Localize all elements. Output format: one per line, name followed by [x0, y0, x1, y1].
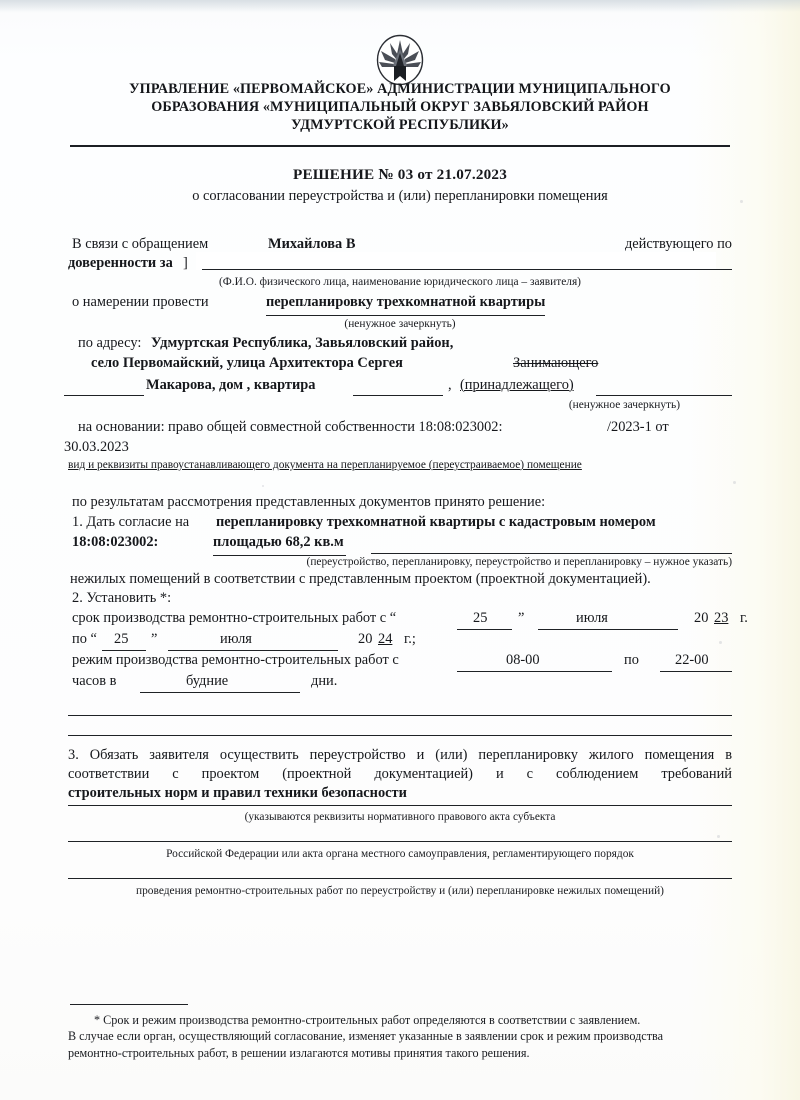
schedule-start-year: 23: [714, 610, 729, 626]
resolution-item-1-bold: перепланировку трехкомнатной квартиры с кадастровым номером: [216, 514, 656, 530]
resolution-item-1-prefix: 1. Дать согласие на: [72, 514, 190, 530]
schedule-mode-label: режим производства ремонтно-строительных работ с: [72, 652, 399, 668]
schedule-period-label: срок производства ремонтно-строительных работ с “: [72, 610, 397, 626]
schedule-to-label: по “: [72, 631, 97, 647]
obligation-line-3: строительных норм и правил техники безопасности: [68, 784, 732, 806]
applicant-fill-rule: [202, 255, 732, 270]
end-month-rule: [168, 635, 338, 651]
document-body: [64, 235, 748, 898]
address-line-2: село Первомайский, улица Архитектора Сергея: [91, 355, 403, 371]
organization-title-line-1: УПРАВЛЕНИЕ «ПЕРВОМАЙСКОЕ» АДМИНИСТРАЦИИ МУНИЦИПАЛЬНОГО: [129, 81, 671, 97]
resolution-item-1-caption: (переустройство, перепланировку, переустройство и перепланировку – нужное указать): [306, 556, 732, 568]
basis-doc-suffix: /2023-1 от: [607, 419, 669, 435]
obligation-caption-2: Российской Федерации или акта органа местного самоуправления, регламентирующего порядок: [166, 848, 634, 860]
basis-date: 30.03.2023: [64, 439, 129, 455]
address-row-2: [68, 354, 732, 376]
basis-text: право общей совместной собственности 18:08:023002:: [168, 419, 503, 435]
basis-row-1: [68, 418, 732, 438]
organization-title-line-2: ОБРАЗОВАНИЯ «МУНИЦИПАЛЬНЫЙ ОКРУГ ЗАВЬЯЛОВСКИЙ РАЙОН: [151, 99, 649, 115]
obligation-rule-3: [68, 878, 732, 879]
cadastral-number: 18:08:023002:: [72, 534, 159, 550]
resolution-preamble: по результатам рассмотрения представленных документов принято решение:: [72, 494, 546, 510]
footnote-line-2: В случае если орган, осуществляющий согласование, изменяет указанные в заявлении срок и режим производства: [68, 1029, 664, 1044]
decision-title: РЕШЕНИЕ № 03 от 21.07.2023: [292, 166, 507, 183]
address-apartment-rule: [353, 380, 443, 396]
occupying-struck-label: Занимающего: [513, 355, 599, 371]
intent-label: о намерении провести: [72, 294, 209, 310]
intent-caption: (ненужное зачеркнуть): [344, 318, 456, 330]
schedule-year-prefix-2: 20: [358, 631, 373, 647]
organization-title-line-3: УДМУРТСКОЙ РЕСПУБЛИКИ»: [291, 117, 509, 133]
footnote-divider: [70, 1004, 188, 1005]
schedule-time-from: 08-00: [506, 652, 540, 668]
applicant-name: Михайлова В: [268, 236, 356, 252]
address-line-1: Удмуртская Республика, Завьяловский район,: [151, 335, 454, 351]
basis-row-2: [64, 438, 732, 458]
resolution-item-2: 2. Установить *:: [72, 590, 172, 606]
basis-caption: вид и реквизиты правоустанавливающего документа на перепланируемое (переустраиваемое) помещение: [68, 459, 582, 471]
intent-row: [68, 293, 732, 314]
schedule-start-day: 25: [473, 610, 488, 626]
basis-label: на основании:: [78, 419, 165, 435]
footnote-line-3: ремонтно-строительных работ, в решении излагаются мотивы принятия такого решения.: [68, 1045, 530, 1060]
obligation-line-1: 3. Обязать заявителя осуществить переустройство и (или) перепланировку жилого помещения в: [68, 747, 732, 763]
redaction-bracket: ]: [183, 255, 188, 271]
footnote-line-1: [68, 1012, 732, 1028]
address-right-rule: [596, 380, 732, 396]
obligation-caption-1: (указываются реквизиты нормативного правового акта субъекта: [244, 811, 556, 823]
start-month-rule: [538, 614, 678, 630]
address-label: по адресу:: [78, 335, 142, 351]
footnote-block: [68, 1004, 732, 1061]
schedule-days: будние: [186, 673, 229, 689]
blank-rule-2: [68, 735, 732, 736]
area-value: площадью 68,2 кв.м: [213, 533, 346, 556]
schedule-time-to: 22-00: [675, 652, 709, 668]
schedule-hours-label: часов в: [72, 673, 117, 689]
power-of-attorney-label: доверенности за: [68, 255, 173, 271]
address-line-3: Макарова, дом , квартира: [146, 377, 316, 393]
power-of-attorney-row: [68, 254, 732, 274]
schedule-quote-close: ”: [518, 610, 525, 626]
schedule-end-day: 25: [114, 631, 129, 647]
address-left-rule: [64, 380, 144, 396]
schedule-quote-close-2: ”: [151, 631, 158, 647]
schedule-start-month: июля: [576, 610, 608, 626]
address-caption: (ненужное зачеркнуть): [568, 399, 680, 411]
schedule-start-row: [68, 609, 748, 630]
resolution-item-1-tail: нежилых помещений в соответствии с представленным проектом (проектной документацией).: [70, 571, 651, 587]
intent-value: перепланировку трехкомнатной квартиры: [266, 293, 545, 316]
organization-title: [68, 80, 732, 134]
header-divider: [70, 145, 730, 147]
applicant-acting-label: действующего по: [624, 236, 732, 252]
schedule-year-prefix-1: 20: [694, 610, 709, 626]
schedule-days-row: [68, 672, 732, 693]
applicant-intro-label: В связи с обращением: [72, 236, 209, 252]
schedule-end-month: июля: [220, 631, 252, 647]
resolution-item-1-row: [68, 513, 732, 533]
applicant-caption: (Ф.И.О. физического лица, наименование юридического лица – заявителя): [219, 276, 581, 288]
schedule-year-suffix-2: г.;: [404, 631, 416, 647]
address-comma: ,: [448, 377, 452, 393]
schedule-end-year: 24: [378, 631, 393, 647]
emblem-container: [68, 0, 732, 78]
obligation-rule-2: [68, 841, 732, 842]
cadastral-row: [68, 533, 732, 554]
address-row-3: [68, 376, 732, 398]
blank-rule-1: [68, 715, 732, 716]
schedule-time-to-label: по: [624, 652, 639, 668]
belonging-label: (принадлежащего): [460, 377, 574, 393]
area-trailing-rule: [371, 538, 732, 554]
obligation-caption-3: проведения ремонтно-строительных работ по переустройству и (или) перепланировке нежилых помещений): [136, 885, 664, 897]
schedule-year-suffix-1: г.: [740, 610, 748, 626]
address-row-1: [68, 334, 732, 354]
obligation-line-2: соответствии с проектом (проектной документацией) и с соблюдением требований: [68, 766, 732, 782]
schedule-days-suffix: дни.: [311, 673, 338, 689]
schedule-end-row: [68, 630, 732, 651]
footnote-text-1: * Срок и режим производства ремонтно-строительных работ определяются в соответствии с заявлением.: [94, 1013, 641, 1027]
schedule-mode-row: [68, 651, 732, 672]
decision-subtitle: о согласовании переустройства и (или) перепланировки помещения: [192, 188, 608, 204]
